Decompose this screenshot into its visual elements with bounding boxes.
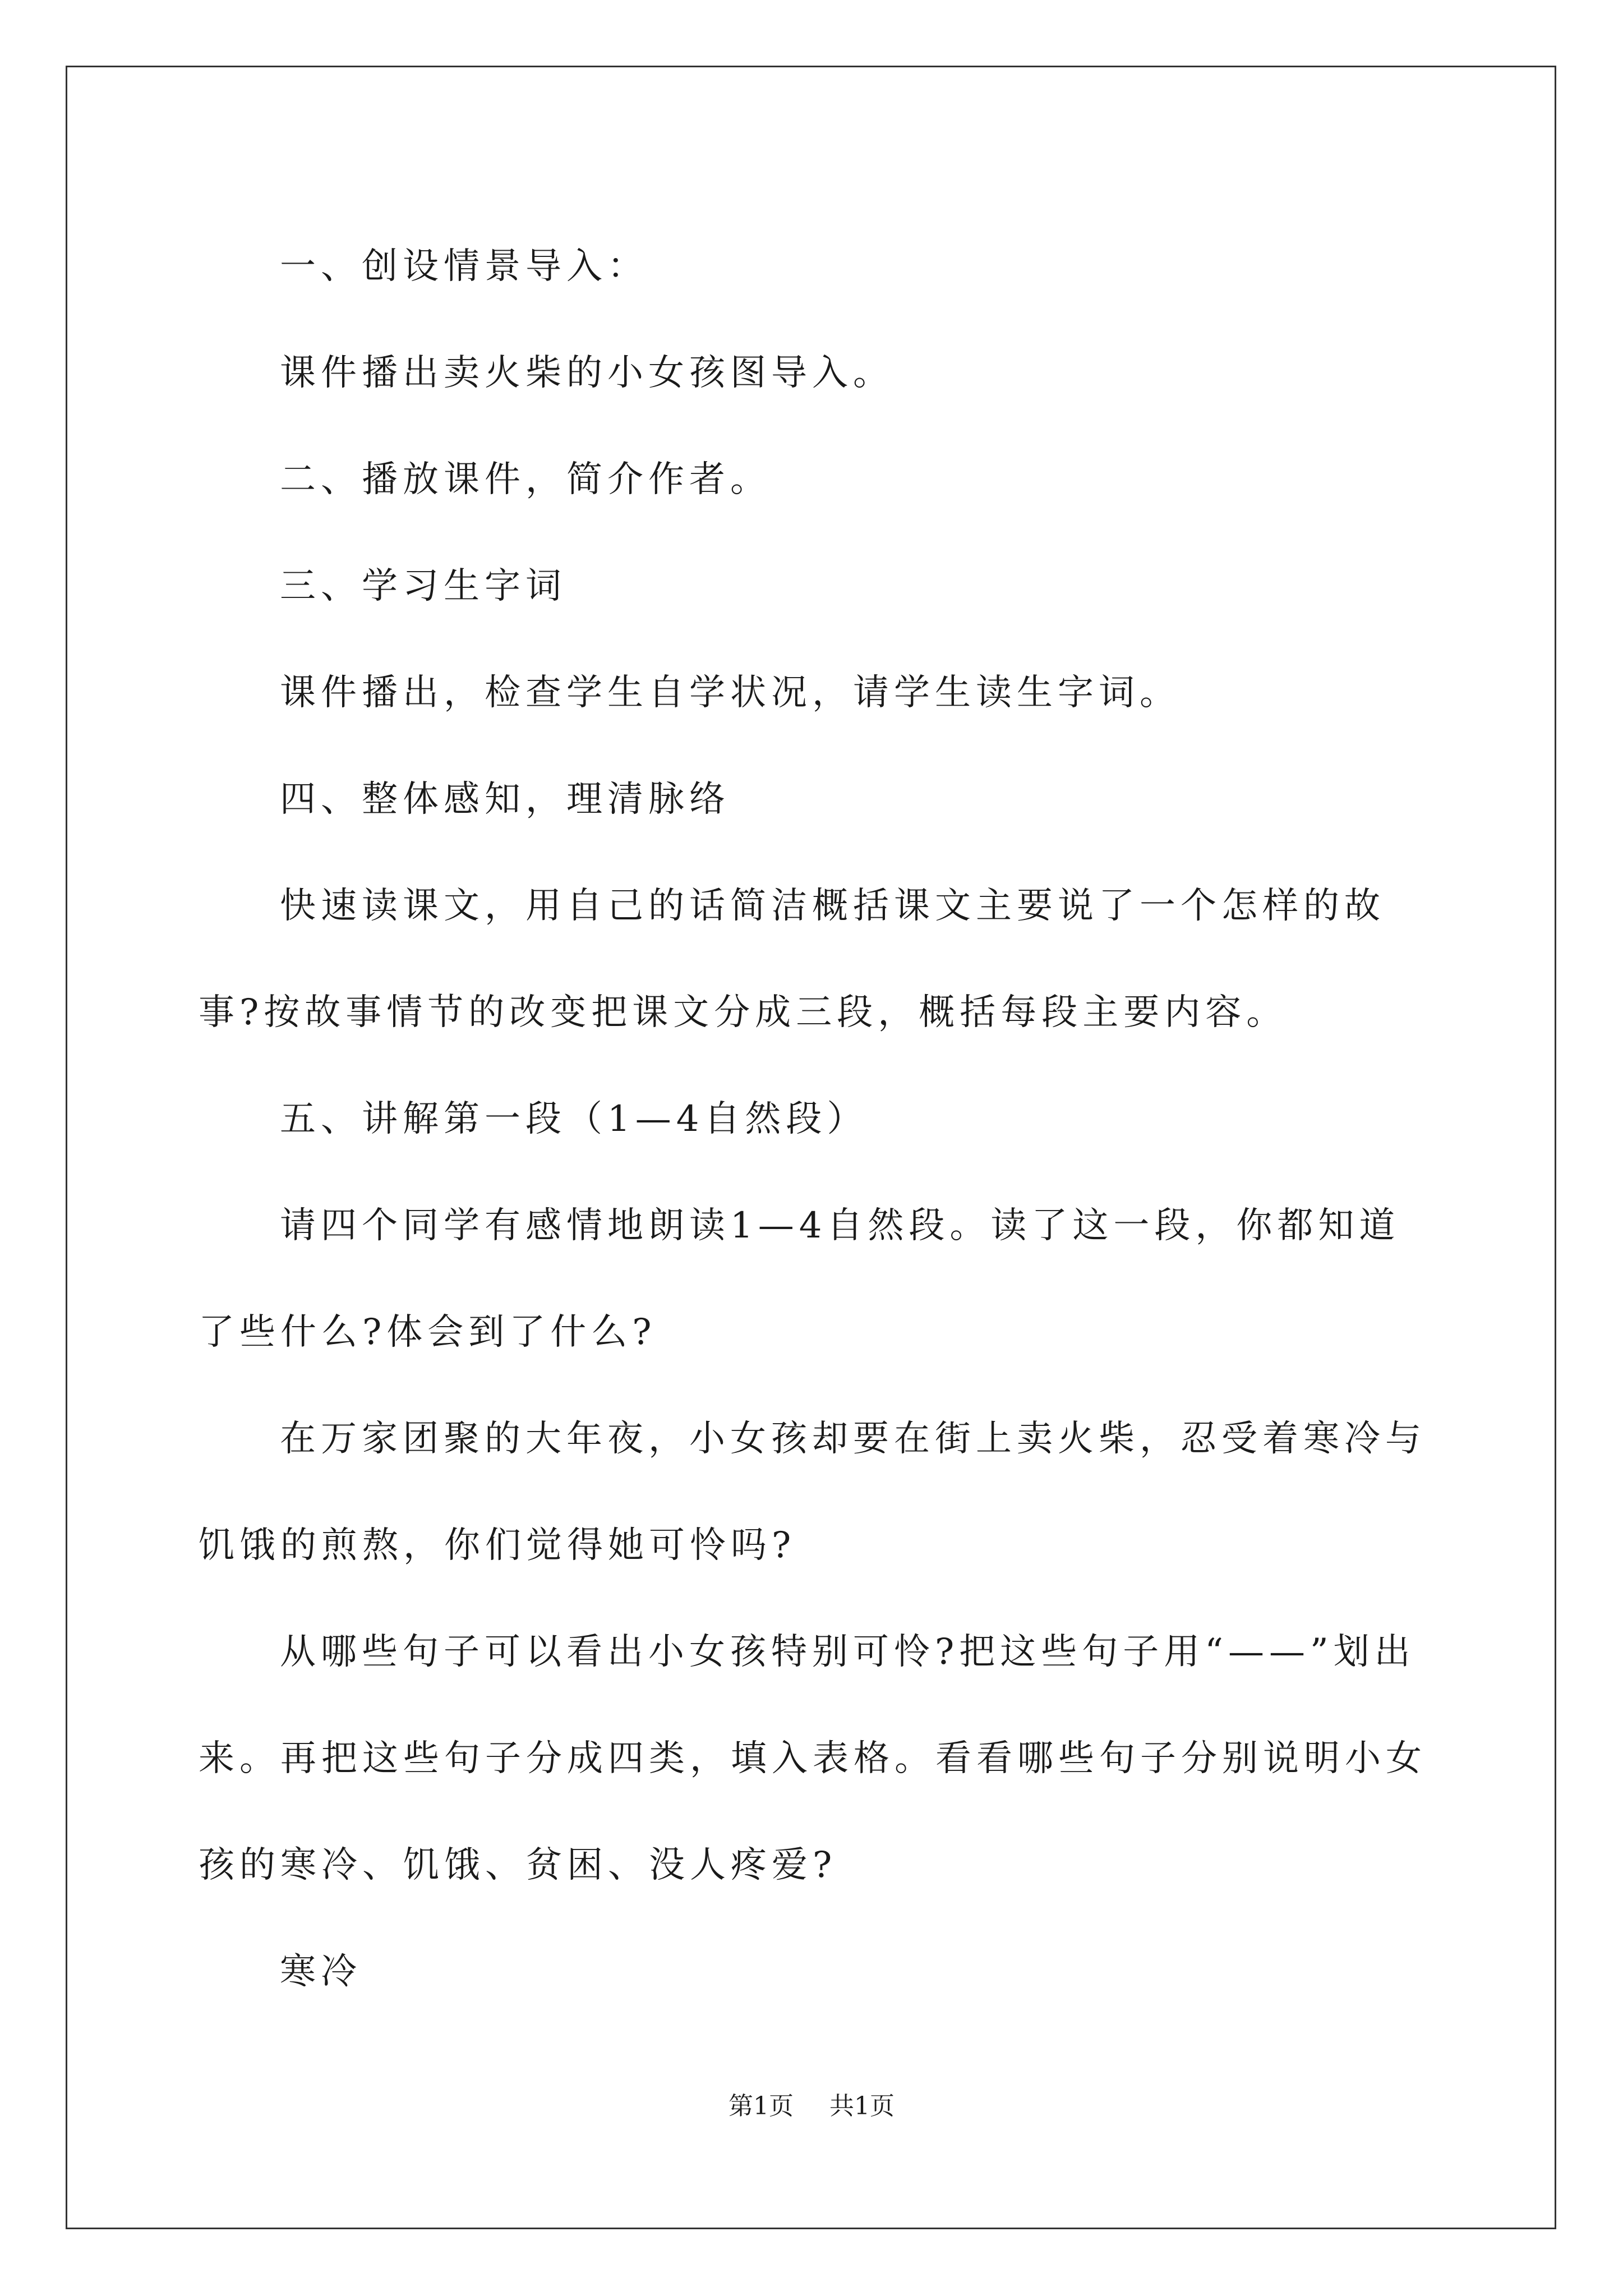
heading-intro: 一、创设情景导入： <box>280 246 648 287</box>
document-body <box>199 213 1427 2025</box>
paragraph: 在万家团聚的大年夜，小女孩却要在街上卖火柴，忍受着寒冷与饥饿的煎熬，你们觉得她可怜吗? <box>199 1418 1426 1566</box>
paragraph: 请四个同学有感情地朗读1—4自然段。读了这一段，你都知道了些什么?体会到了什么? <box>199 1205 1400 1353</box>
paragraph: 快速读课文，用自己的话简洁概括课文主要说了一个怎样的故事?按故事情节的改变把课文分成三段，概括每段主要内容。 <box>199 885 1385 1033</box>
heading-overview: 四、整体感知，理清脉络 <box>280 779 730 820</box>
page-footer <box>0 2090 1623 2123</box>
heading-vocabulary: 三、学习生字词 <box>280 565 566 607</box>
page-number: 第1页 <box>728 2092 794 2120</box>
paragraph: 从哪些句子可以看出小女孩特别可怜?把这些句子用“——”划出来。再把这些句子分成四类，填入表格。看看哪些句子分别说明小女孩的寒冷、饥饿、贫困、没人疼爱? <box>199 1631 1427 1886</box>
page-total: 共1页 <box>829 2092 895 2120</box>
paragraph: 课件播出卖火柴的小女孩图导入。 <box>280 352 894 394</box>
heading-courseware: 二、播放课件，简介作者。 <box>280 459 771 500</box>
paragraph: 寒冷 <box>280 1951 362 1993</box>
paragraph: 课件播出，检查学生自学状况，请学生读生字词。 <box>280 672 1181 714</box>
heading-section-one: 五、讲解第一段（1—4自然段） <box>280 1098 868 1140</box>
